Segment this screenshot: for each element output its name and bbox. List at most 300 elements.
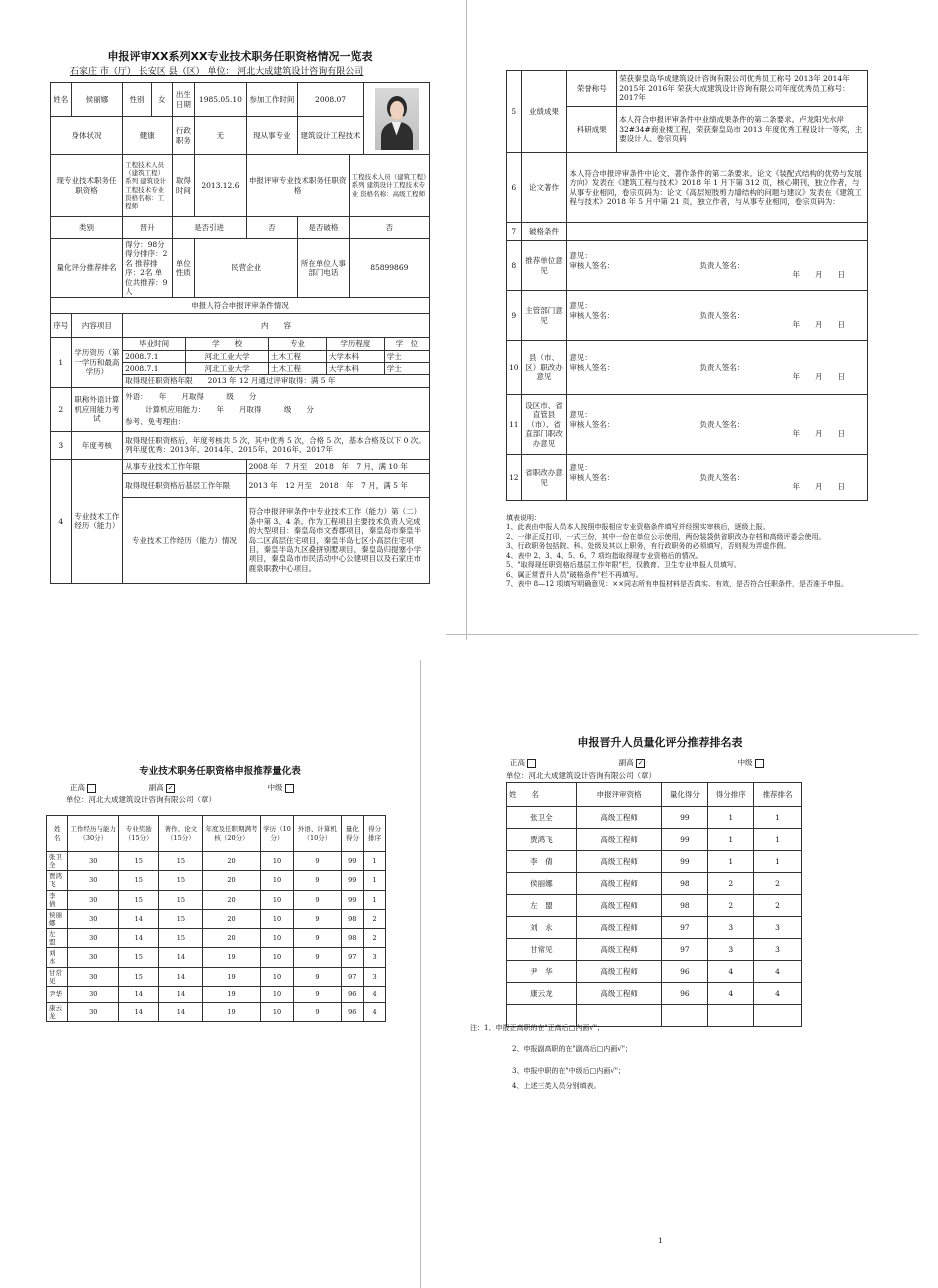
base-years-label: 取得现任职资格后基层工作年限 — [123, 473, 247, 497]
name-label: 姓名 — [51, 83, 72, 117]
checkbox-vice-senior[interactable]: ✓ — [637, 758, 644, 767]
table-row — [507, 807, 802, 829]
level-senior: 正高 — [70, 783, 85, 792]
table-cell: 96 — [341, 986, 364, 1002]
experience-text: 符合申报评审条件中专业技术工作（能力）第（二）条中第 3、4 条。作为工程项目主要技术负责人完成的大型项目：秦皇岛市文香郡项目，秦皇岛市秦皇半岛二区高层住宅项目，秦皇半岛七区小高层住宅项目，秦皇半岛九区叠拼别墅项目，秦皇岛归提塞小学项目，秦皇岛市市民活动中心公建项目以及石家庄市鹿泉职教中心项目。 — [246, 497, 429, 583]
leader-label: 负责人签名： — [699, 260, 745, 270]
page-2 — [506, 70, 868, 590]
table-cell: 2 — [708, 873, 754, 895]
phone-value: 85899869 — [349, 239, 429, 298]
edu-cell: 土木工程 — [269, 350, 327, 362]
fill-instructions — [506, 514, 868, 590]
col-header: 年度及任职期满考核（20分） — [203, 816, 261, 852]
edu-note: 取得现任职资格年限 2013 年 12 月通过评审取得：满 5 年 — [123, 375, 429, 387]
row-7-label: 破格条件 — [521, 223, 567, 241]
table-row — [47, 852, 386, 871]
row-2-num: 2 — [51, 387, 72, 431]
reviewer-label: 审核人签名： — [569, 310, 615, 320]
edu-cell: 2008.7.1 — [123, 363, 186, 375]
table-cell: 侯丽娜 — [507, 873, 577, 895]
table-cell: 98 — [341, 929, 364, 948]
table-cell: 康云龙 — [47, 1002, 68, 1021]
table-cell: 20 — [203, 890, 261, 909]
date-label: 年 月 日 — [792, 429, 845, 439]
birth-label: 出生日期 — [172, 83, 195, 117]
table-cell: 张卫全 — [47, 852, 68, 871]
table-cell: 1 — [754, 807, 802, 829]
date-label: 年 月 日 — [792, 270, 845, 280]
annual-review-text: 取得现任职资格后，年度考核共 5 次，其中优秀 5 次，合格 5 次，基本合格及以下 0 次。列年度优秀：2013年、2014年、2015年、2016年、2017年 — [123, 431, 430, 459]
opinion-block — [567, 455, 868, 501]
col-header: 得分排序 — [708, 783, 754, 807]
table-cell: 98 — [662, 873, 708, 895]
table-cell: 99 — [341, 871, 364, 890]
table-cell: 4 — [754, 961, 802, 983]
page-1 — [40, 40, 440, 600]
table-cell: 刘 永 — [47, 948, 68, 967]
table-cell: 甘常见 — [47, 967, 68, 986]
table-cell: 30 — [68, 909, 119, 928]
table-cell: 尹 华 — [507, 961, 577, 983]
item-header: 内容项目 — [71, 314, 122, 338]
row-10-num: 10 — [507, 341, 522, 395]
table-cell: 97 — [341, 948, 364, 967]
page-3 — [40, 755, 400, 1020]
table-row — [47, 909, 386, 928]
edu-header: 学 校 — [186, 338, 269, 350]
col-header: 姓 名 — [47, 816, 68, 852]
exception-label: 是否破格 — [298, 217, 349, 239]
reviewer-label: 审核人签名： — [569, 362, 615, 372]
obtain-time-label: 取得时间 — [172, 155, 195, 217]
exception-conditions — [567, 223, 868, 241]
table-cell: 30 — [68, 852, 119, 871]
table-row — [507, 961, 802, 983]
table-cell: 10 — [260, 1002, 294, 1021]
leader-label: 负责人签名： — [699, 472, 745, 482]
col-header: 量化得分 — [662, 783, 708, 807]
table-cell: 99 — [341, 890, 364, 909]
table-cell: 9 — [294, 948, 341, 967]
table-cell: 97 — [662, 917, 708, 939]
table-cell: 30 — [68, 1002, 119, 1021]
edu-header: 毕业时间 — [123, 338, 186, 350]
page-divider — [446, 634, 918, 635]
research-label: 科研成果 — [567, 107, 617, 153]
notes-title: 填表说明： — [506, 514, 541, 522]
table-cell: 30 — [68, 890, 119, 909]
table-cell: 1 — [754, 851, 802, 873]
date-label: 年 月 日 — [792, 372, 845, 382]
row-12-num: 12 — [507, 455, 522, 501]
row-6-label: 论文著作 — [521, 153, 567, 223]
checkbox-middle[interactable] — [285, 784, 294, 793]
header-line: 石家庄 市（厅） 长安区 县（区） 单位： 河北大成建筑设计咨询有限公司 — [70, 67, 364, 77]
quant-table — [46, 815, 386, 1022]
apply-qual-label: 申报评审专业技术职务任职资格 — [246, 155, 349, 217]
table-cell: 14 — [159, 967, 203, 986]
table-row — [47, 890, 386, 909]
table-cell: 3 — [708, 939, 754, 961]
row-9-num: 9 — [507, 291, 522, 341]
table-cell: 侯丽娜 — [47, 909, 68, 928]
table-row — [47, 929, 386, 948]
date-label: 年 月 日 — [792, 320, 845, 330]
page-divider — [466, 0, 467, 640]
edu-cell: 大学本科 — [326, 363, 384, 375]
ranking-notes — [470, 1024, 830, 1092]
row-10-label: 县（市、区）职改办意见 — [521, 341, 567, 395]
edu-row — [123, 363, 429, 375]
work-start-label: 参加工作时间 — [246, 83, 297, 117]
level-senior: 正高 — [510, 758, 525, 767]
edu-cell: 土木工程 — [269, 363, 327, 375]
table-cell: 9 — [294, 986, 341, 1002]
table-cell: 高级工程师 — [576, 895, 662, 917]
table-cell: 10 — [260, 967, 294, 986]
table-cell: 高级工程师 — [576, 939, 662, 961]
table-cell: 2 — [754, 873, 802, 895]
score-label: 量化评分推荐排名 — [51, 239, 123, 298]
opinion-block — [567, 341, 868, 395]
table-row — [47, 871, 386, 890]
exception-value: 否 — [349, 217, 429, 239]
work-start-value: 2008.07 — [298, 83, 364, 117]
table-cell: 10 — [260, 890, 294, 909]
reviewer-label: 审核人签名： — [569, 260, 615, 270]
photo-cell — [364, 83, 430, 155]
major-value: 建筑设计工程技术 — [298, 117, 364, 155]
table-cell: 15 — [159, 929, 203, 948]
conditions-title: 申报人符合申报评审条件情况 — [51, 298, 430, 314]
research-text: 本人符合申报评审条件中业绩成果条件的第二条要求。卢龙阳光水岸 32#34#商业楼工程，荣获秦皇岛市 2013 年度优秀工程设计一等奖，主要设计人、卷宗页码 — [617, 107, 868, 153]
table-cell: 15 — [119, 890, 159, 909]
table-cell: 15 — [159, 890, 203, 909]
edu-header: 学 位 — [384, 338, 429, 350]
edu-cell: 2008.7.1 — [123, 350, 186, 362]
gender-label: 性别 — [123, 83, 152, 117]
table-cell: 10 — [260, 929, 294, 948]
checkbox-senior[interactable] — [87, 784, 96, 793]
review-table — [506, 70, 868, 501]
table-cell: 高级工程师 — [576, 851, 662, 873]
table-cell: 15 — [119, 852, 159, 871]
table-cell: 4 — [364, 986, 386, 1002]
content-header: 内 容 — [123, 314, 430, 338]
experience-label: 专业技术工作经历（能力）情况 — [123, 497, 247, 583]
edu-cell: 学士 — [384, 363, 429, 375]
edu-cell: 河北工业大学 — [186, 363, 269, 375]
opinion-block — [567, 241, 868, 291]
table-cell: 9 — [294, 909, 341, 928]
opinion-block — [567, 395, 868, 455]
table-cell: 14 — [159, 986, 203, 1002]
gender-value: 女 — [151, 83, 172, 117]
table-row — [47, 948, 386, 967]
table-cell: 14 — [159, 948, 203, 967]
row-4-num: 4 — [51, 459, 72, 583]
table-cell: 9 — [294, 967, 341, 986]
table-cell: 10 — [260, 986, 294, 1002]
row-4-label: 专业技术工作经历（能力） — [71, 459, 122, 583]
table-cell: 李 倩 — [47, 890, 68, 909]
table-cell: 19 — [203, 986, 261, 1002]
honor-label: 荣誉称号 — [567, 71, 617, 107]
table-cell: 4 — [708, 961, 754, 983]
table-cell: 高级工程师 — [576, 961, 662, 983]
name-value: 侯丽娜 — [71, 83, 122, 117]
reviewer-label: 审核人签名： — [569, 472, 615, 482]
level-vice-senior: 副高 — [618, 758, 634, 767]
table-row — [507, 939, 802, 961]
note-line: 6、属正常晋升人员"破格条件"栏不再填写。 — [506, 570, 643, 579]
opinion-label: 意见： — [569, 301, 592, 311]
seq-header: 序号 — [51, 314, 72, 338]
table-cell: 14 — [119, 1002, 159, 1021]
table-cell: 30 — [68, 986, 119, 1002]
base-years-value: 2013 年 12 月至 2018 年 7 月，满 5 年 — [246, 473, 429, 497]
table-cell: 9 — [294, 1002, 341, 1021]
table-cell: 3 — [364, 967, 386, 986]
unit-line: 单位：河北大成建筑设计咨询有限公司（章） — [506, 771, 656, 780]
table-cell: 3 — [364, 948, 386, 967]
unit-nature-label: 单位性质 — [172, 239, 195, 298]
computer-line: 计算机应用能力： 年 月取得 级 分 — [145, 404, 314, 414]
leader-label: 负责人签名： — [699, 310, 745, 320]
admin-value: 无 — [195, 117, 246, 155]
table-cell: 甘常见 — [507, 939, 577, 961]
table-cell: 2 — [364, 909, 386, 928]
col-header: 申报评审资格 — [576, 783, 662, 807]
table-cell: 贾鸿飞 — [47, 871, 68, 890]
table-cell: 19 — [203, 1002, 261, 1021]
row-9-label: 主管部门意见 — [521, 291, 567, 341]
table-cell: 19 — [203, 967, 261, 986]
page-divider — [420, 660, 421, 1288]
note-line: 1、此表由申报人员本人按照申报相应专业资格条件填写并经照实审核后，逐级上报。 — [506, 523, 770, 532]
page-3-title: 专业技术职务任职资格申报推荐量化表 — [139, 766, 301, 777]
table-cell: 左 盟 — [47, 929, 68, 948]
table-cell: 96 — [662, 983, 708, 1005]
table-cell: 99 — [662, 851, 708, 873]
obtain-time-value: 2013.12.6 — [195, 155, 246, 217]
edu-cell: 学士 — [384, 350, 429, 362]
table-cell: 99 — [662, 829, 708, 851]
note-line: 7、表中 8—12 项填写明确意见：××同志所有申报材料是否真实、有效，是否符合任职条件，是否准予申报。 — [506, 580, 848, 589]
table-cell: 2 — [754, 895, 802, 917]
table-cell: 15 — [119, 967, 159, 986]
checkbox-vice-senior[interactable]: ✓ — [167, 783, 174, 792]
page-4 — [470, 720, 850, 1260]
opinion-label: 意见： — [569, 410, 592, 420]
opinion-label: 意见： — [569, 463, 592, 473]
page-number: 1 — [658, 1236, 663, 1245]
row-1-label: 学历资历（第一学历和最高学历） — [71, 338, 122, 388]
table-cell: 10 — [260, 871, 294, 890]
table-cell: 14 — [159, 1002, 203, 1021]
table-cell: 10 — [260, 852, 294, 871]
phone-label: 所在单位人事部门电话 — [298, 239, 349, 298]
apply-qual-value: 工程技术人员（建筑工程）系列 建筑设计工程技术专业 资格名称：高级工程师 — [349, 155, 429, 217]
note-line: 4、表中 2、3、4、5、6、7 项均指取得现专业资格后的情况。 — [506, 551, 703, 560]
work-years-value: 2008 年 7 月至 2018 年 7 月，满 10 年 — [246, 459, 429, 473]
table-cell: 96 — [662, 961, 708, 983]
col-header: 得分排序 — [364, 816, 386, 852]
note-line: 4、上述三类人员分别填表。 — [512, 1082, 601, 1091]
table-cell: 20 — [203, 929, 261, 948]
level-line — [510, 758, 840, 768]
table-cell: 康云龙 — [507, 983, 577, 1005]
note-line: 注：1、申报正高职的在"正高后□内画√"； — [470, 1024, 604, 1032]
note-line: 3、申报中职的在"中级后□内画√"； — [512, 1066, 625, 1075]
level-vice-senior: 副高 — [148, 783, 164, 792]
table-cell: 刘 永 — [507, 917, 577, 939]
table-cell: 1 — [754, 829, 802, 851]
table-cell: 1 — [708, 807, 754, 829]
table-row — [507, 917, 802, 939]
row-3-label: 年度考核 — [71, 431, 122, 459]
edu-header: 学历程度 — [326, 338, 384, 350]
row-5-num: 5 — [507, 71, 522, 153]
col-header: 学历（10分） — [260, 816, 294, 852]
quant-table-body — [47, 852, 386, 1022]
table-cell: 15 — [159, 852, 203, 871]
category-value: 晋升 — [123, 217, 172, 239]
checkbox-middle[interactable] — [755, 759, 764, 768]
note-line: 2、一律正反打印，一式三份，其中一份在单位公示使用，两份装袋供省职改办存档和高级评委会使用。 — [506, 532, 826, 541]
row-7-num: 7 — [507, 223, 522, 241]
level-middle: 中级 — [267, 783, 283, 792]
table-cell: 2 — [708, 895, 754, 917]
col-header: 姓 名 — [507, 783, 577, 807]
intro-label: 是否引进 — [172, 217, 246, 239]
birth-value: 1985.05.10 — [195, 83, 246, 117]
table-cell: 14 — [119, 909, 159, 928]
table-cell: 97 — [341, 967, 364, 986]
note-line: 3、行政职务包括院、科、处级及其以上职务，有行政职务的必须填写，否则视为弄虚作假。 — [506, 542, 791, 551]
col-header: 工作经历与能力（30分） — [68, 816, 119, 852]
table-cell: 高级工程师 — [576, 917, 662, 939]
edu-cell: 河北工业大学 — [186, 350, 269, 362]
table-cell: 98 — [341, 909, 364, 928]
table-row — [507, 829, 802, 851]
note-line: 5、"取得现任职资格后基层工作年限"栏，仅教育、卫生专业申报人员填写。 — [506, 561, 741, 570]
table-cell: 20 — [203, 871, 261, 890]
table-cell: 李 倩 — [507, 851, 577, 873]
row-6-num: 6 — [507, 153, 522, 223]
table-cell: 高级工程师 — [576, 829, 662, 851]
row-8-label: 推荐单位意见 — [521, 241, 567, 291]
col-header: 著作、论文（15分） — [159, 816, 203, 852]
portrait-photo — [375, 88, 419, 150]
unit-nature-value: 民营企业 — [195, 239, 298, 298]
table-cell: 10 — [260, 909, 294, 928]
table-cell: 1 — [708, 851, 754, 873]
table-cell: 30 — [68, 871, 119, 890]
table-cell: 98 — [662, 895, 708, 917]
row-11-label: 设区市、省直管县（市）、省直部门职改办意见 — [521, 395, 567, 455]
opinion-label: 意见： — [569, 353, 592, 363]
row-2-label: 职称外语计算机应用能力考试 — [71, 387, 122, 431]
table-cell: 4 — [708, 983, 754, 1005]
col-header: 推荐排名 — [754, 783, 802, 807]
table-row — [507, 983, 802, 1005]
table-cell: 9 — [294, 852, 341, 871]
col-header: 量化得分 — [341, 816, 364, 852]
table-cell: 4 — [754, 983, 802, 1005]
current-qual-value: 工程技术人员（建筑工程）系列 建筑设计工程技术专业 资格名称：工程师 — [123, 155, 172, 217]
table-row — [47, 986, 386, 1002]
level-line — [70, 783, 390, 793]
table-cell: 30 — [68, 948, 119, 967]
table-cell: 14 — [119, 929, 159, 948]
table-row — [47, 967, 386, 986]
table-cell: 1 — [708, 829, 754, 851]
table-cell: 9 — [294, 871, 341, 890]
table-cell: 高级工程师 — [576, 983, 662, 1005]
note-line: 2、申报副高职的在"副高后□内画√"； — [512, 1045, 632, 1054]
table-cell: 99 — [341, 852, 364, 871]
table-cell: 19 — [203, 948, 261, 967]
table-cell: 10 — [260, 948, 294, 967]
table-cell: 左 盟 — [507, 895, 577, 917]
table-cell: 1 — [364, 852, 386, 871]
col-header: 专业奖励（15分） — [119, 816, 159, 852]
edu-cell: 大学本科 — [326, 350, 384, 362]
health-value: 健康 — [123, 117, 172, 155]
work-years-label: 从事专业技术工作年限 — [123, 459, 247, 473]
table-row — [507, 895, 802, 917]
row-5-label: 业绩成果 — [521, 71, 567, 153]
edu-header: 专业 — [269, 338, 327, 350]
checkbox-senior[interactable] — [527, 759, 536, 768]
table-cell: 20 — [203, 909, 261, 928]
table-cell: 3 — [754, 917, 802, 939]
page-4-title: 申报晋升人员量化评分推荐排名表 — [577, 736, 743, 749]
row-3-num: 3 — [51, 431, 72, 459]
opinion-label: 意见： — [569, 251, 592, 261]
education-table — [123, 338, 429, 387]
table-cell: 14 — [119, 986, 159, 1002]
table-row — [507, 873, 802, 895]
table-cell: 9 — [294, 929, 341, 948]
table-cell: 1 — [364, 890, 386, 909]
papers-text: 本人符合申报评审条件中论文、著作条件的第二条要求。论文《装配式结构的优势与发展方向》发表在《建筑工程与技术》2018 年 1 月下第 312 页，核心期刊，独立作者，与从事专业相同，卷宗页码为：论文《高层短肢剪力墙结构的问题与建议》发表在《建筑工程与技术》2018 年 5 月中第 21 页，独立作者，与从事专业相同，卷宗页码为： — [567, 153, 868, 223]
reviewer-label: 审核人签名： — [569, 419, 615, 429]
exempt-line: 参考、免考理由： — [125, 416, 186, 426]
admin-label: 行政职务 — [172, 117, 195, 155]
category-label: 类别 — [51, 217, 123, 239]
honor-text: 荣获秦皇岛华成建筑设计咨询有限公司优秀员工称号 2013年 2014年 2015年 2016年 荣获大成建筑设计咨询有限公司年度优秀员工称号：2017年 — [617, 71, 868, 107]
date-label: 年 月 日 — [792, 482, 845, 492]
leader-label: 负责人签名： — [699, 362, 745, 372]
table-cell: 贾鸿飞 — [507, 829, 577, 851]
table-cell: 高级工程师 — [576, 873, 662, 895]
table-cell: 97 — [662, 939, 708, 961]
row-8-num: 8 — [507, 241, 522, 291]
row-11-num: 11 — [507, 395, 522, 455]
unit-line: 单位：河北大成建筑设计咨询有限公司（章） — [66, 795, 216, 804]
health-label: 身体状况 — [51, 117, 123, 155]
table-cell: 15 — [159, 871, 203, 890]
table-cell: 1 — [364, 871, 386, 890]
opinion-block — [567, 291, 868, 341]
table-cell: 15 — [119, 948, 159, 967]
row-12-label: 省职改办意见 — [521, 455, 567, 501]
table-cell: 30 — [68, 967, 119, 986]
page-1-title: 申报评审XX系列XX专业技术职务任职资格情况一览表 — [107, 50, 373, 63]
table-cell: 99 — [662, 807, 708, 829]
